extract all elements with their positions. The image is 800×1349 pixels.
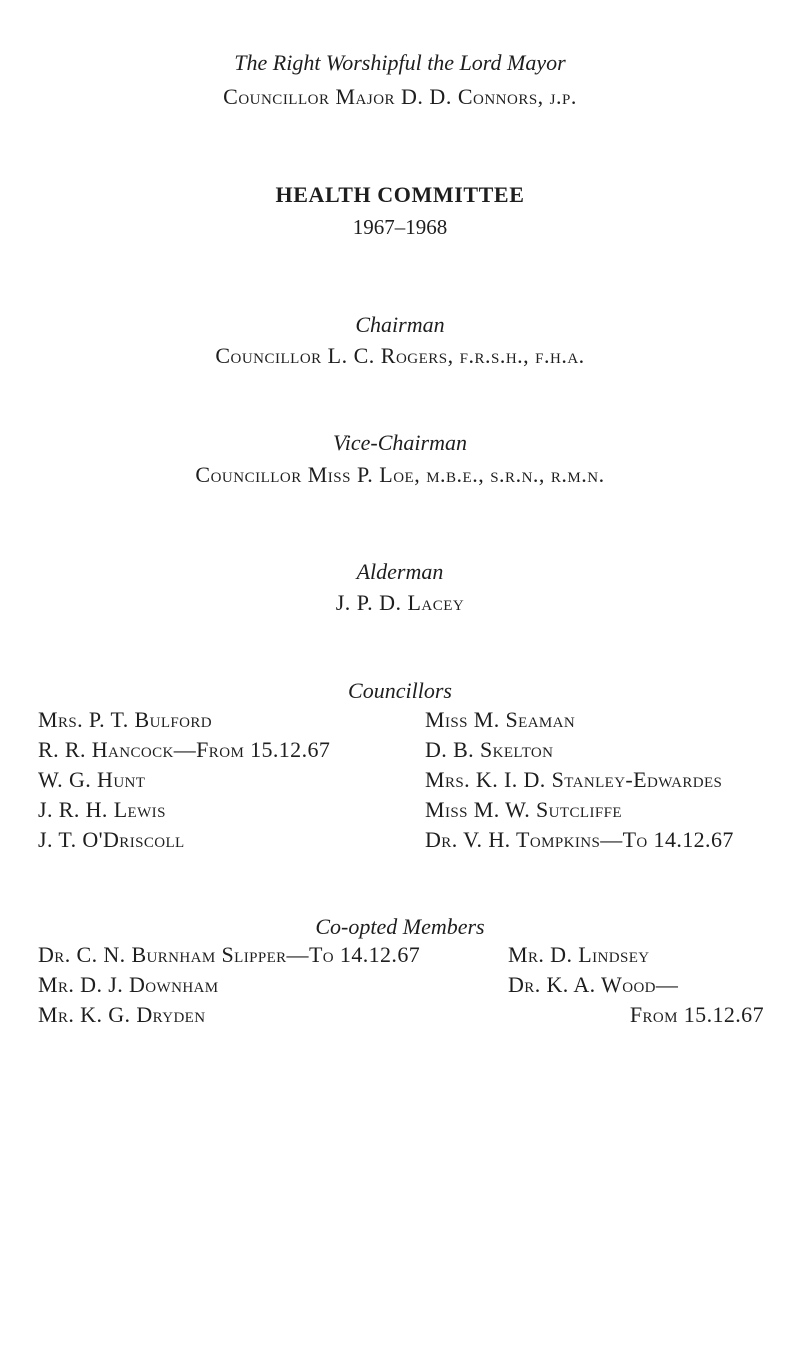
councillor-name: W. G. Hunt [38,767,146,792]
councillor-name: D. B. Skelton [425,737,554,762]
coopted-label: Co-opted Members [315,914,485,939]
councillor-name: Miss M. W. Sutcliffe [425,797,622,822]
coopted-member-name: Mr. D. Lindsey [508,942,650,967]
coopted-left-column [38,940,420,1030]
councillor-name: Mrs. K. I. D. Stanley-Edwardes [425,767,723,792]
councillor-name: Mrs. P. T. Bulford [38,707,212,732]
alderman-label: Alderman [356,559,444,584]
committee-years: 1967–1968 [352,215,448,239]
coopted-member-name: Dr. K. A. Wood— [508,972,679,997]
coopted-right-column [508,940,678,1000]
councillors-right-column [425,705,734,855]
councillors-left-column [38,705,330,855]
councillor-name: Dr. V. H. Tompkins—To 14.12.67 [425,827,734,852]
coopted-member-name: Mr. D. J. Downham [38,972,219,997]
councillor-name: J. R. H. Lewis [38,797,166,822]
coopted-member-name: Dr. C. N. Burnham Slipper—To 14.12.67 [38,942,421,967]
chairman-label: Chairman [355,312,445,337]
chairman-name: Councillor L. C. Rogers, f.r.s.h., f.h.a. [215,343,585,368]
vice-chairman-name: Councillor Miss P. Loe, m.b.e., s.r.n., r.m.n. [195,462,605,487]
mayor-name: Councillor Major D. D. Connors, j.p. [223,84,577,109]
councillors-label: Councillors [348,678,452,703]
mayor-title: The Right Worshipful the Lord Mayor [234,50,566,75]
coopted-member-name: Mr. K. G. Dryden [38,1002,206,1027]
vice-chairman-label: Vice-Chairman [332,430,467,455]
coopted-date-continuation: From 15.12.67 [629,1002,764,1027]
councillor-name: J. T. O'Driscoll [38,827,185,852]
alderman-name: J. P. D. Lacey [335,590,465,615]
councillor-name: R. R. Hancock—From 15.12.67 [38,737,331,762]
councillor-name: Miss M. Seaman [425,707,576,732]
committee-heading: HEALTH COMMITTEE [275,182,525,207]
